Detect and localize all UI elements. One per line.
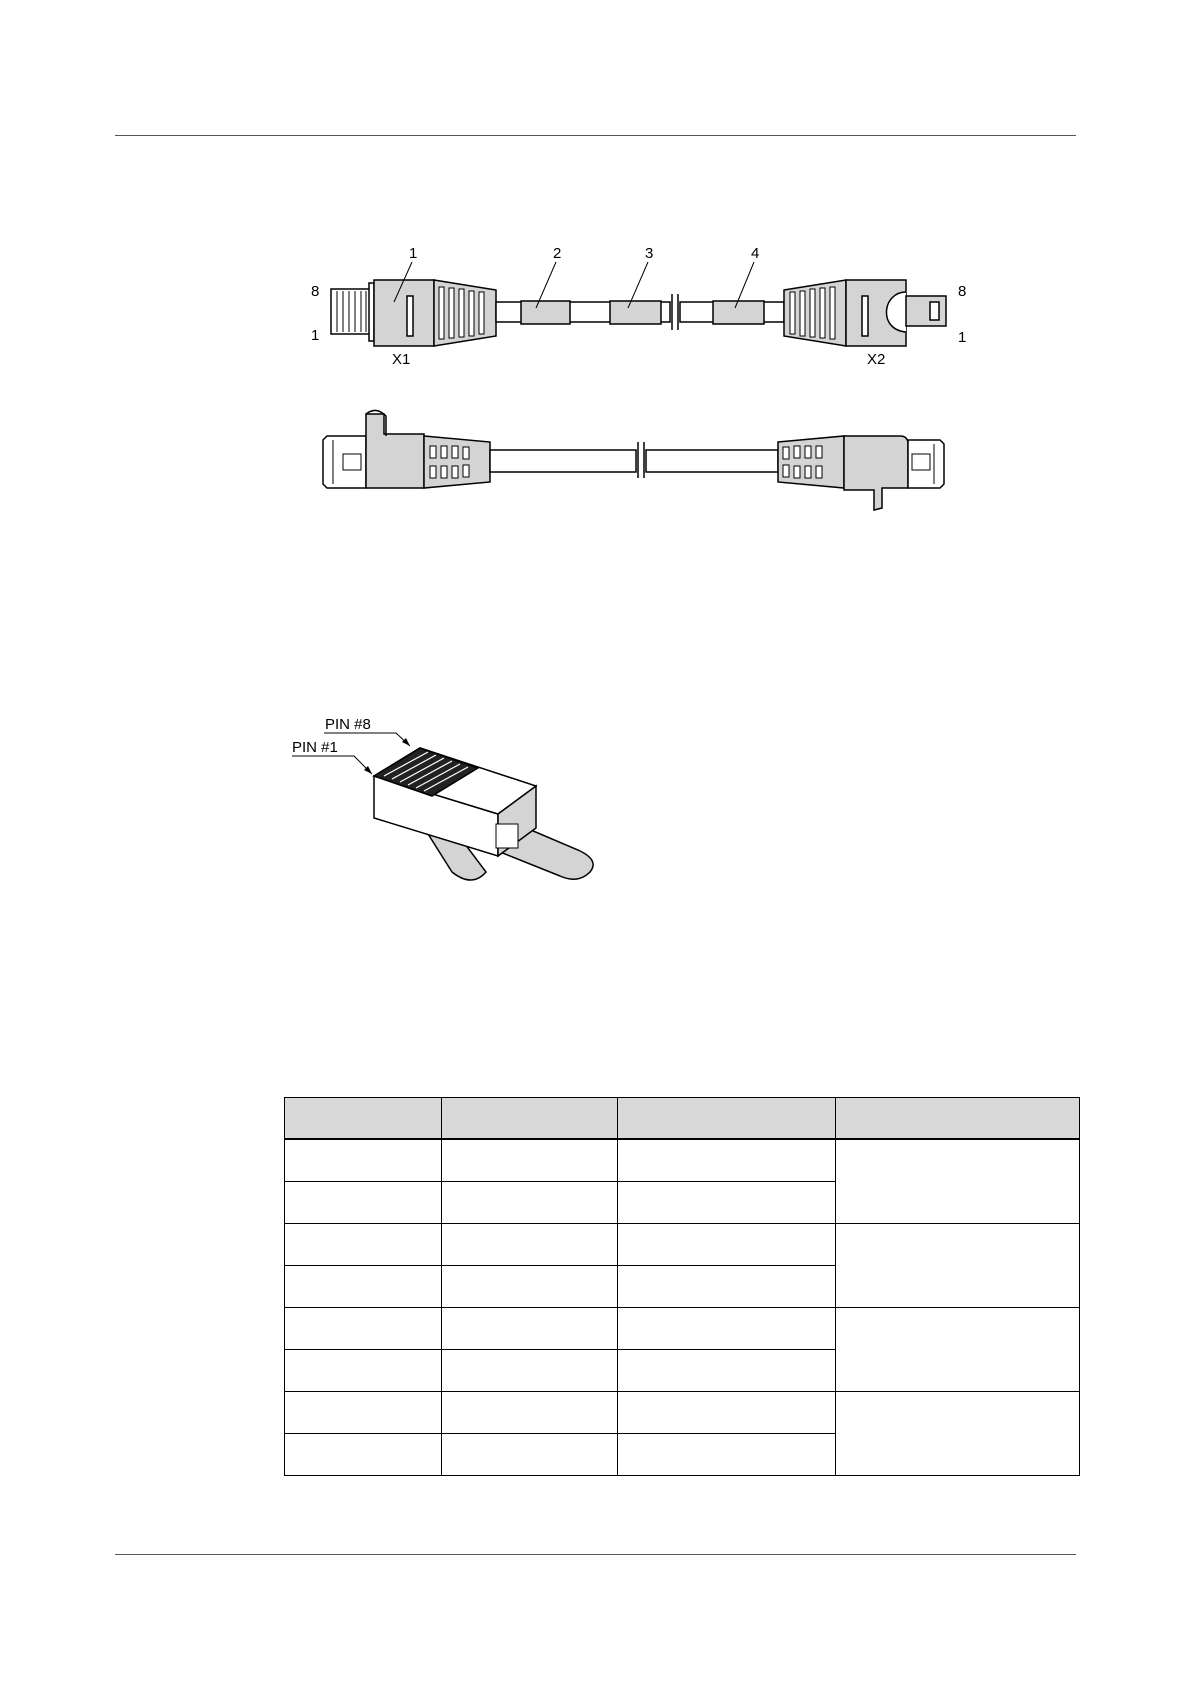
x2-pin-1-label: 1	[958, 329, 967, 346]
x1-pin-1-label: 1	[311, 327, 320, 344]
callout-3: 3	[645, 245, 654, 262]
table-header-row	[285, 1098, 1080, 1140]
table-cell	[442, 1350, 618, 1392]
table-cell	[442, 1434, 618, 1476]
table-cell	[618, 1350, 836, 1392]
table-group-cell	[836, 1392, 1080, 1476]
table-group-cell	[836, 1224, 1080, 1308]
callout-2: 2	[553, 245, 562, 262]
table-cell	[285, 1139, 442, 1182]
table-cell	[442, 1139, 618, 1182]
table-row	[285, 1224, 1080, 1266]
table-cell	[618, 1224, 836, 1266]
table-group-cell	[836, 1139, 1080, 1224]
table-header-cell	[618, 1098, 836, 1140]
table-cell	[285, 1308, 442, 1350]
pin-assignment-table	[284, 1097, 1080, 1476]
table-cell	[442, 1392, 618, 1434]
table-header-cell	[285, 1098, 442, 1140]
table-cell	[285, 1350, 442, 1392]
table-cell	[618, 1182, 836, 1224]
callout-1: 1	[409, 245, 418, 262]
x2-pin-8-label: 8	[958, 283, 967, 300]
callout-4: 4	[751, 245, 760, 262]
table-cell	[618, 1434, 836, 1476]
table-cell	[285, 1266, 442, 1308]
table-cell	[442, 1224, 618, 1266]
x1-pin-8-label: 8	[311, 283, 320, 300]
table-header-cell	[442, 1098, 618, 1140]
table-cell	[285, 1224, 442, 1266]
table-cell	[618, 1266, 836, 1308]
table-cell	[442, 1266, 618, 1308]
table-row	[285, 1139, 1080, 1182]
x2-label: X2	[867, 351, 886, 368]
table-group-cell	[836, 1308, 1080, 1392]
table-cell	[285, 1182, 442, 1224]
table-cell	[618, 1308, 836, 1350]
pin1-label: PIN #1	[292, 739, 338, 756]
footer-rule	[115, 1554, 1076, 1555]
x1-label: X1	[392, 351, 411, 368]
table-cell	[618, 1392, 836, 1434]
table-row	[285, 1308, 1080, 1350]
table-cell	[442, 1182, 618, 1224]
table-header-cell	[836, 1098, 1080, 1140]
table-cell	[442, 1308, 618, 1350]
pin8-label: PIN #8	[325, 716, 371, 733]
table-cell	[285, 1434, 442, 1476]
table-cell	[285, 1392, 442, 1434]
table-cell	[618, 1139, 836, 1182]
table-row	[285, 1392, 1080, 1434]
